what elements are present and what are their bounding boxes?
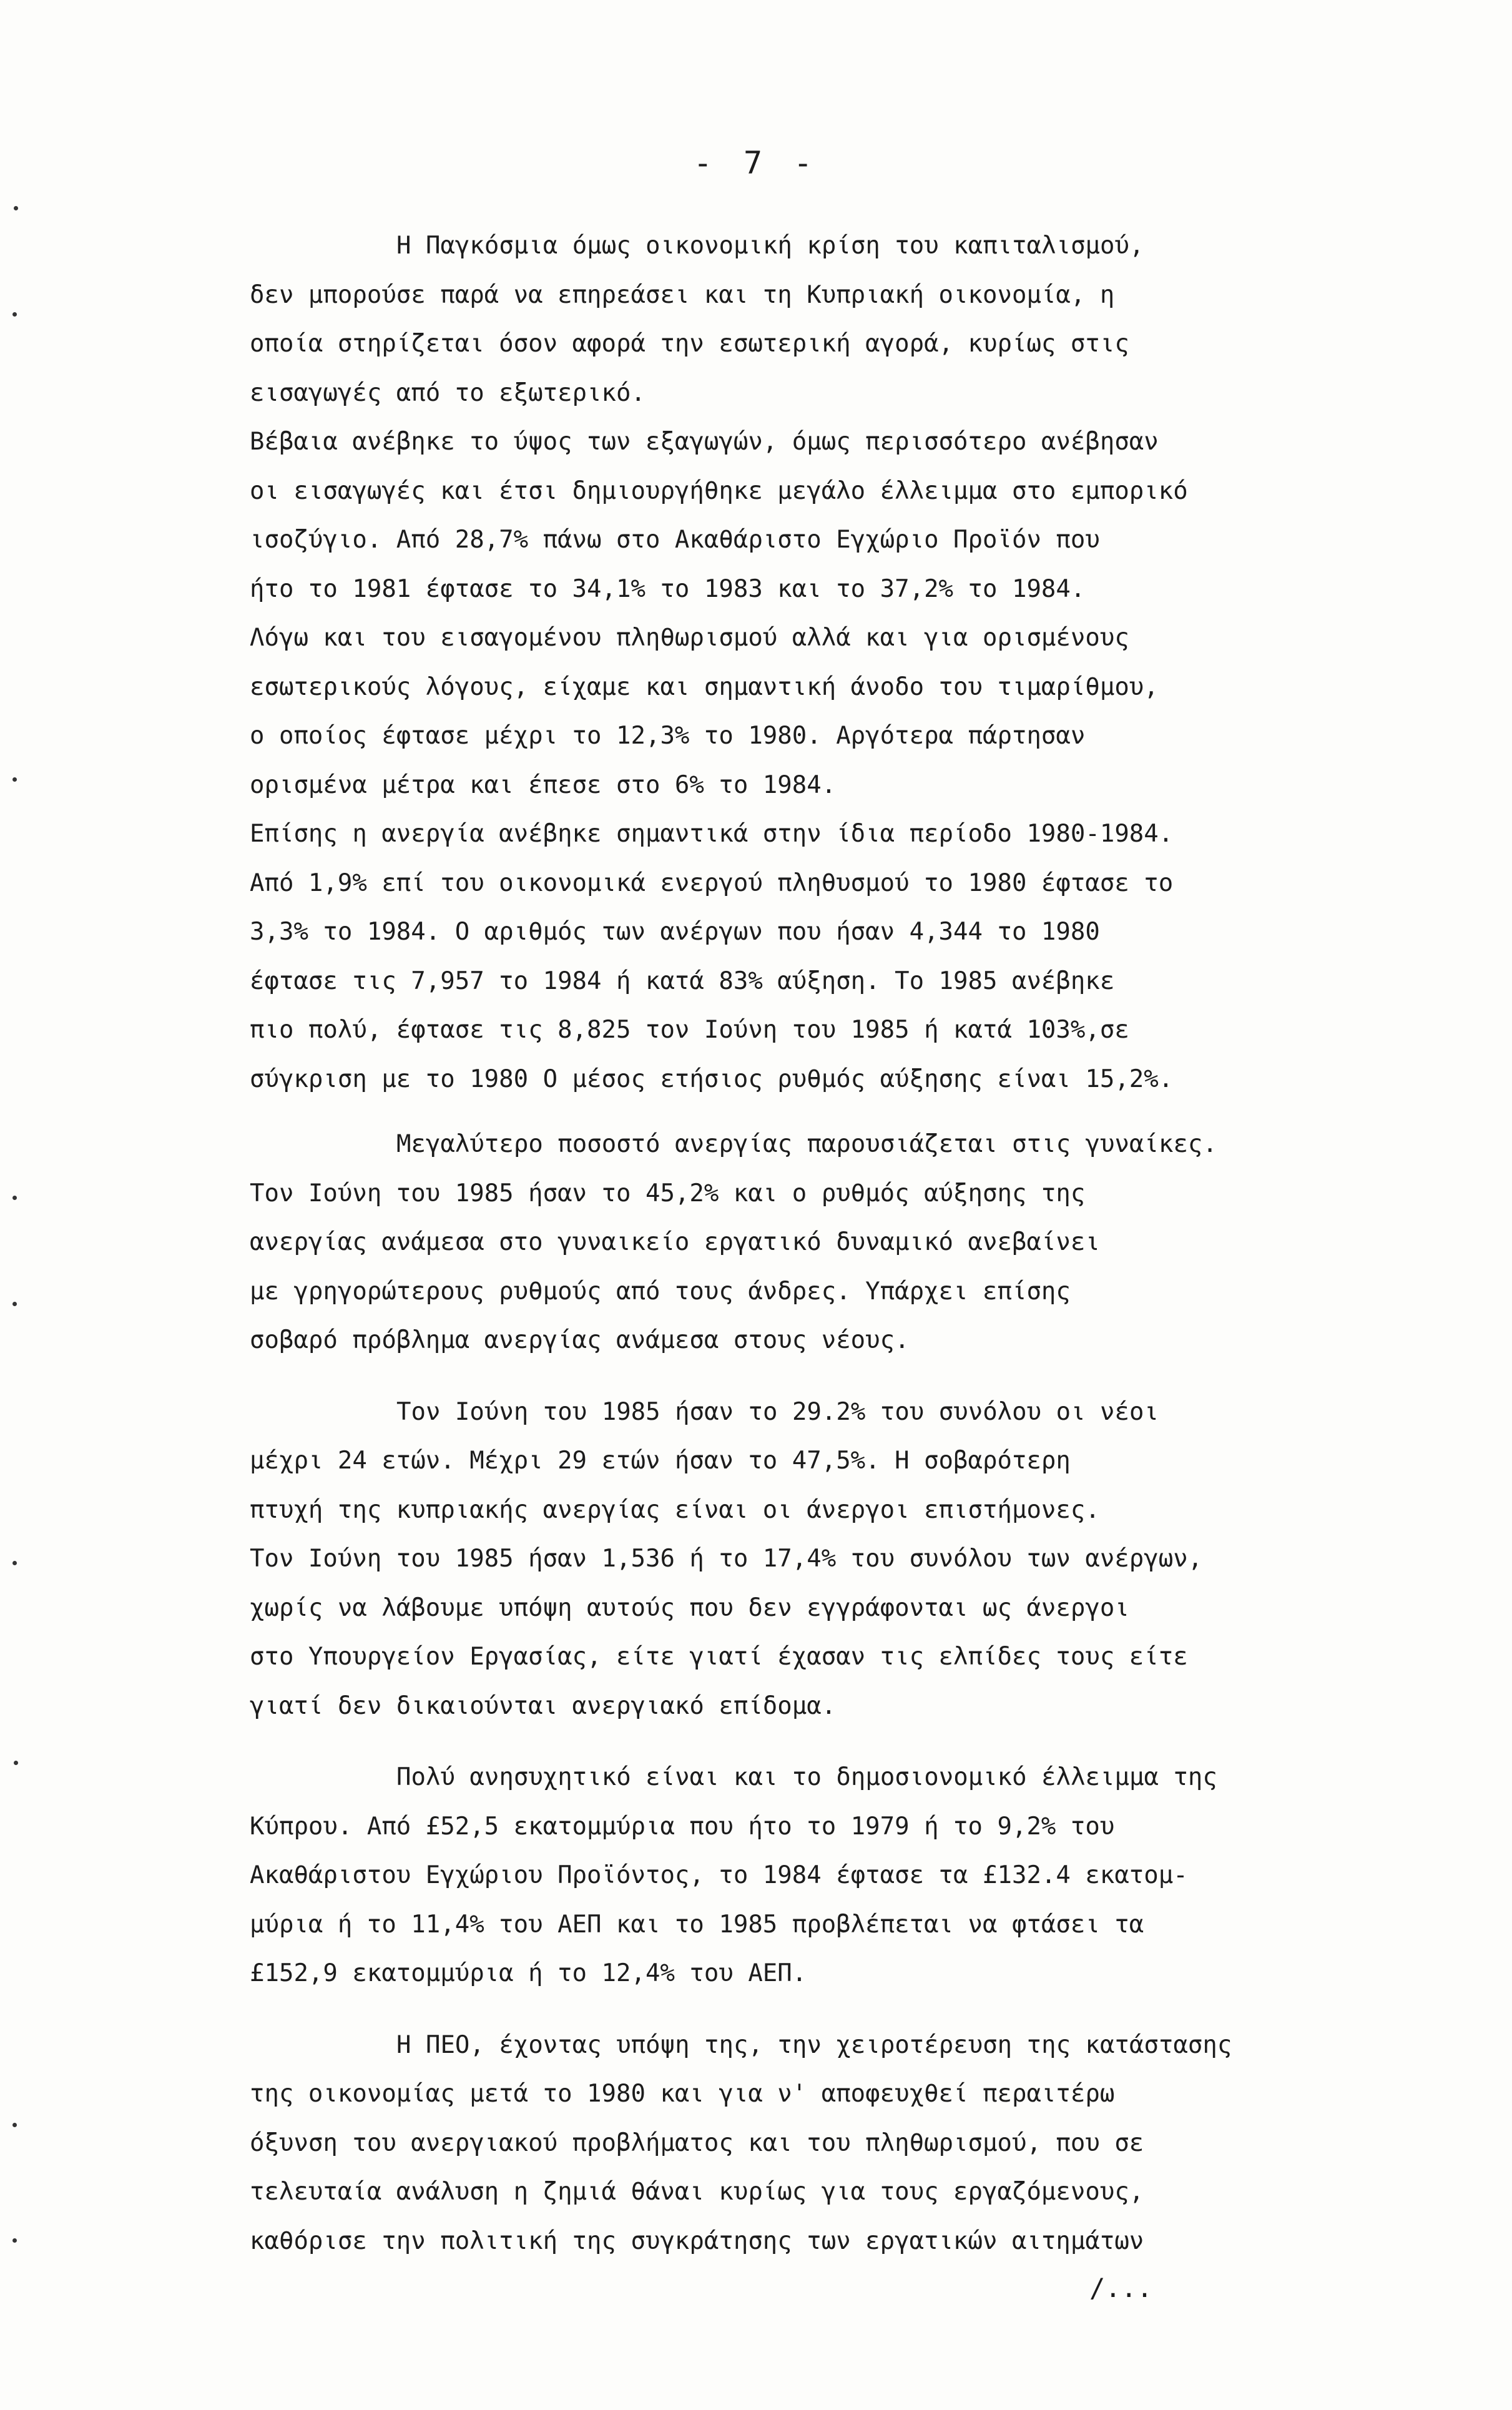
scan-speck: [12, 312, 17, 317]
scan-speck: [12, 1196, 17, 1200]
text-line: Βέβαια ανέβηκε το ύψος των εξαγωγών, όμως περισσότερο ανέβησαν: [250, 428, 1159, 456]
text-line: Ακαθάριστου Εγχώριου Προϊόντος, το 1984 έφτασε τα £132.4 εκατομ-: [250, 1861, 1188, 1889]
paragraph-women-unemployment: [250, 1120, 1473, 1365]
text-line: οποία στηρίζεται όσον αφορά την εσωτερική αγορά, κυρίως στις: [250, 330, 1129, 358]
scan-speck: [12, 2123, 17, 2127]
text-line: οι εισαγωγές και έτσι δημιουργήθηκε μεγάλο έλλειμμα στο εμπορικό: [250, 476, 1188, 505]
text-line: Επίσης η ανεργία ανέβηκε σημαντικά στην ίδια περίοδο 1980-1984.: [250, 820, 1174, 848]
paragraph-spacer: [250, 1999, 1473, 2021]
paragraph-youth-unemployment: [250, 1388, 1473, 1731]
text-line: στο Υπουργείον Εργασίας, είτε γιατί έχασαν τις ελπίδες τους είτε: [250, 1643, 1188, 1671]
text-line: γιατί δεν δικαιούνται ανεργιακό επίδομα.: [250, 1691, 837, 1720]
text-line: Κύπρου. Από £52,5 εκατομμύρια που ήτο το 1979 ή το 9,2% του: [250, 1812, 1115, 1841]
text-line: πιο πολύ, έφτασε τις 8,825 τον Ιούνη του 1985 ή κατά 103%,σε: [250, 1016, 1129, 1044]
text-line: Μεγαλύτερο ποσοστό ανεργίας παρουσιάζεται στις γυναίκες.: [396, 1130, 1217, 1158]
document-body: [250, 222, 1473, 2266]
text-line: μέχρι 24 ετών. Μέχρι 29 ετών ήσαν το 47,5%. Η σοβαρότερη: [250, 1447, 1071, 1475]
scan-speck: [12, 1561, 17, 1565]
paragraph-peo-policy: [250, 2021, 1473, 2266]
text-line: ο οποίος έφτασε μέχρι το 12,3% το 1980. Αργότερα πάρτησαν: [250, 722, 1086, 750]
text-line: ισοζύγιο. Από 28,7% πάνω στο Ακαθάριστο Εγχώριο Προϊόν που: [250, 526, 1100, 554]
scan-speck: [12, 2238, 17, 2243]
text-line: Τον Ιούνη του 1985 ήσαν 1,536 ή το 17,4% του συνόλου των ανέργων,: [250, 1545, 1203, 1573]
scan-speck: [14, 1761, 18, 1765]
text-line: με γρηγορώτερους ρυθμούς από τους άνδρες. Υπάρχει επίσης: [250, 1277, 1071, 1306]
text-line: εισαγωγές από το εξωτερικό.: [250, 378, 646, 407]
paragraph-spacer: [250, 1104, 1473, 1120]
text-line: της οικονομίας μετά το 1980 και για ν' αποφευχθεί περαιτέρω: [250, 2080, 1115, 2108]
text-line: £152,9 εκατομμύρια ή το 12,4% του ΑΕΠ.: [250, 1959, 807, 1987]
continuation-mark: /...: [1089, 2273, 1153, 2303]
text-line: χωρίς να λάβουμε υπόψη αυτούς που δεν εγγράφονται ως άνεργοι: [250, 1593, 1129, 1622]
paragraph-economic-crisis: [250, 222, 1473, 1104]
text-line: ανεργίας ανάμεσα στο γυναικείο εργατικό δυναμικό ανεβαίνει: [250, 1228, 1100, 1256]
scan-speck: [12, 777, 17, 782]
text-line: δεν μπορούσε παρά να επηρεάσει και τη Κυπριακή οικονομία, η: [250, 280, 1115, 309]
text-line: έφτασε τις 7,957 το 1984 ή κατά 83% αύξηση. Το 1985 ανέβηκε: [250, 966, 1115, 995]
paragraph-fiscal-deficit: [250, 1753, 1473, 1999]
text-line: καθόρισε την πολιτική της συγκράτησης των εργατικών αιτημάτων: [250, 2226, 1144, 2255]
text-line: 3,3% το 1984. Ο αριθμός των ανέργων που ήσαν 4,344 το 1980: [250, 918, 1100, 946]
text-line: μύρια ή το 11,4% του ΑΕΠ και το 1985 προβλέπεται να φτάσει τα: [250, 1910, 1144, 1939]
page-number: - 7 -: [693, 145, 819, 181]
paragraph-spacer: [250, 1365, 1473, 1388]
text-line: Τον Ιούνη του 1985 ήσαν το 29.2% του συνόλου οι νέοι: [396, 1397, 1159, 1426]
text-line: τελευταία ανάλυση η ζημιά θάναι κυρίως για τους εργαζόμενους,: [250, 2178, 1144, 2206]
text-line: Από 1,9% επί του οικονομικά ενεργού πληθυσμού το 1980 έφτασε το: [250, 868, 1174, 897]
text-line: σύγκριση με το 1980 Ο μέσος ετήσιος ρυθμός αύξησης είναι 15,2%.: [250, 1065, 1174, 1093]
scan-speck: [14, 206, 18, 210]
text-line: σοβαρό πρόβλημα ανεργίας ανάμεσα στους νέους.: [250, 1326, 910, 1354]
text-line: Η Παγκόσμια όμως οικονομική κρίση του καπιταλισμού,: [396, 232, 1144, 260]
paragraph-spacer: [250, 1731, 1473, 1753]
text-line: Τον Ιούνη του 1985 ήσαν το 45,2% και ο ρυθμός αύξησης της: [250, 1179, 1086, 1207]
text-line: εσωτερικούς λόγους, είχαμε και σημαντική άνοδο του τιμαρίθμου,: [250, 672, 1159, 701]
text-line: Λόγω και του εισαγομένου πληθωρισμού αλλά και για ορισμένους: [250, 624, 1129, 652]
text-line: ήτο το 1981 έφτασε το 34,1% το 1983 και το 37,2% το 1984.: [250, 574, 1086, 603]
text-line: ορισμένα μέτρα και έπεσε στο 6% το 1984.: [250, 770, 837, 799]
scan-speck: [12, 1302, 17, 1306]
text-line: Πολύ ανησυχητικό είναι και το δημοσιονομικό έλλειμμα της: [396, 1763, 1217, 1791]
text-line: Η ΠΕΟ, έχοντας υπόψη της, την χειροτέρευση της κατάστασης: [396, 2030, 1232, 2059]
text-line: όξυνση του ανεργιακού προβλήματος και του πληθωρισμού, που σε: [250, 2128, 1144, 2157]
text-line: πτυχή της κυπριακής ανεργίας είναι οι άνεργοι επιστήμονες.: [250, 1495, 1100, 1524]
